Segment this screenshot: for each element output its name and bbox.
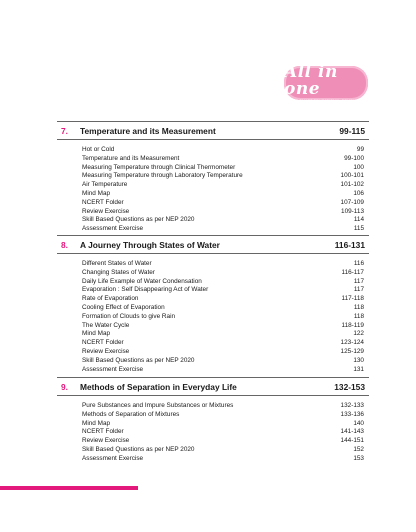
topic-name: Mind Map (82, 330, 111, 338)
topic-list (57, 140, 369, 234)
topic-pages: 133-136 (340, 410, 364, 418)
topic-item (82, 286, 364, 295)
topic-pages: 130 (353, 356, 364, 364)
topic-pages: 116 (353, 260, 364, 267)
topic-pages: 101-102 (340, 181, 364, 189)
topic-pages: 107-109 (340, 198, 364, 206)
topic-name: Skill Based Questions as per NEP 2020 (82, 445, 195, 453)
chapter-heading (57, 235, 369, 254)
topic-name: Different States of Water (82, 260, 152, 267)
topic-pages: 118-119 (341, 321, 364, 329)
topic-item (82, 269, 364, 278)
topic-pages: 114 (353, 216, 364, 224)
topic-name: Daily Life Example of Water Condensation (82, 277, 202, 285)
topic-item (82, 225, 364, 234)
topic-item (82, 190, 364, 199)
chapter-number: 9. (61, 381, 68, 392)
topic-item (82, 357, 364, 366)
topic-item (82, 199, 364, 208)
topic-pages: 115 (353, 225, 364, 233)
topic-item (82, 146, 364, 155)
chapter-number: 8. (61, 239, 68, 250)
topic-pages: 117 (353, 286, 364, 294)
topic-name: Evaporation : Self Disappearing Act of Water (82, 286, 209, 294)
topic-pages: 117 (353, 277, 364, 285)
topic-name: Hot or Cold (82, 146, 115, 153)
topic-item (82, 322, 364, 331)
topic-name: Pure Substances and Impure Substances or Mixtures (82, 402, 234, 409)
topic-item (82, 278, 364, 287)
topic-item (82, 216, 364, 225)
topic-name: Formation of Clouds to give Rain (82, 312, 176, 320)
topic-pages: 117-118 (341, 295, 364, 303)
chapter-title: Temperature and its Measurement (80, 125, 216, 136)
topic-name: NCERT Folder (82, 428, 124, 436)
topic-pages: 152 (353, 445, 364, 453)
topic-pages: 132-133 (340, 402, 364, 409)
topic-pages: 122 (353, 330, 364, 338)
chapter-heading (57, 121, 369, 140)
topic-pages: 125-129 (340, 347, 364, 355)
topic-name: Air Temperature (82, 181, 128, 189)
topic-name: Measuring Temperature through Clinical Thermometer (82, 163, 236, 171)
chapter-pages: 116-131 (334, 239, 365, 250)
topic-list (57, 396, 369, 464)
topic-item (82, 260, 364, 269)
chapter-9 (57, 377, 369, 464)
topic-name: Rate of Evaporation (82, 295, 139, 303)
topic-name: Assessment Exercise (82, 225, 144, 233)
topic-item (82, 420, 364, 429)
chapter-number: 7. (61, 125, 68, 136)
topic-pages: 118 (353, 303, 364, 311)
topic-item (82, 446, 364, 455)
topic-name: Temperature and its Measurement (82, 154, 180, 162)
logo-tagline: YOUR SMART EDUCATIONAL COMPANION (287, 98, 365, 103)
topic-item (82, 455, 364, 464)
topic-pages: 109-113 (341, 207, 364, 215)
topic-name: Measuring Temperature through Laboratory Temperature (82, 172, 243, 180)
topic-item (82, 181, 364, 190)
topic-item (82, 164, 364, 173)
topic-item (82, 437, 364, 446)
topic-item (82, 339, 364, 348)
topic-pages: 140 (353, 419, 364, 427)
topic-pages: 118 (353, 312, 364, 320)
chapter-8 (57, 235, 369, 374)
topic-item (82, 172, 364, 181)
topic-item (82, 402, 364, 411)
topic-name: Assessment Exercise (82, 365, 144, 373)
topic-pages: 123-124 (340, 339, 364, 347)
topic-pages: 131 (353, 365, 364, 373)
topic-item (82, 330, 364, 339)
topic-pages: 100 (353, 163, 364, 171)
topic-list (57, 254, 369, 374)
topic-pages: 116-117 (341, 268, 364, 276)
topic-pages: 99 (356, 146, 364, 153)
topic-name: Mind Map (82, 419, 111, 427)
topic-name: Skill Based Questions as per NEP 2020 (82, 216, 195, 224)
topic-pages: 106 (353, 189, 364, 197)
footer-accent-bar (0, 486, 138, 490)
topic-item (82, 366, 364, 375)
topic-item (82, 428, 364, 437)
topic-name: NCERT Folder (82, 339, 124, 347)
topic-pages: 141-143 (340, 428, 364, 436)
chapter-7 (57, 121, 369, 234)
chapter-pages: 132-153 (334, 381, 365, 392)
topic-pages: 144-151 (340, 437, 364, 445)
chapter-title: Methods of Separation in Everyday Life (80, 381, 237, 392)
topic-name: Review Exercise (82, 347, 130, 355)
topic-name: Skill Based Questions as per NEP 2020 (82, 356, 195, 364)
topic-pages: 153 (353, 454, 364, 462)
topic-item (82, 304, 364, 313)
topic-item (82, 348, 364, 357)
topic-item (82, 208, 364, 217)
chapter-heading (57, 377, 369, 396)
topic-name: Mind Map (82, 189, 111, 197)
topic-item (82, 313, 364, 322)
chapter-title: A Journey Through States of Water (80, 239, 220, 250)
topic-name: Review Exercise (82, 437, 130, 445)
logo-text: All in one (284, 61, 338, 99)
chapter-pages: 99-115 (339, 125, 365, 136)
topic-name: Methods of Separation of Mixtures (82, 410, 180, 418)
topic-name: Review Exercise (82, 207, 130, 215)
topic-name: The Water Cycle (82, 321, 130, 329)
brand-logo (284, 61, 368, 103)
topic-name: Assessment Exercise (82, 454, 144, 462)
topic-pages: 99-100 (344, 154, 364, 162)
topic-item (82, 155, 364, 164)
topic-name: Cooling Effect of Evaporation (82, 303, 165, 311)
topic-item (82, 295, 364, 304)
topic-name: Changing States of Water (82, 268, 155, 276)
topic-name: NCERT Folder (82, 198, 124, 206)
topic-item (82, 411, 364, 420)
topic-pages: 100-101 (340, 172, 364, 180)
